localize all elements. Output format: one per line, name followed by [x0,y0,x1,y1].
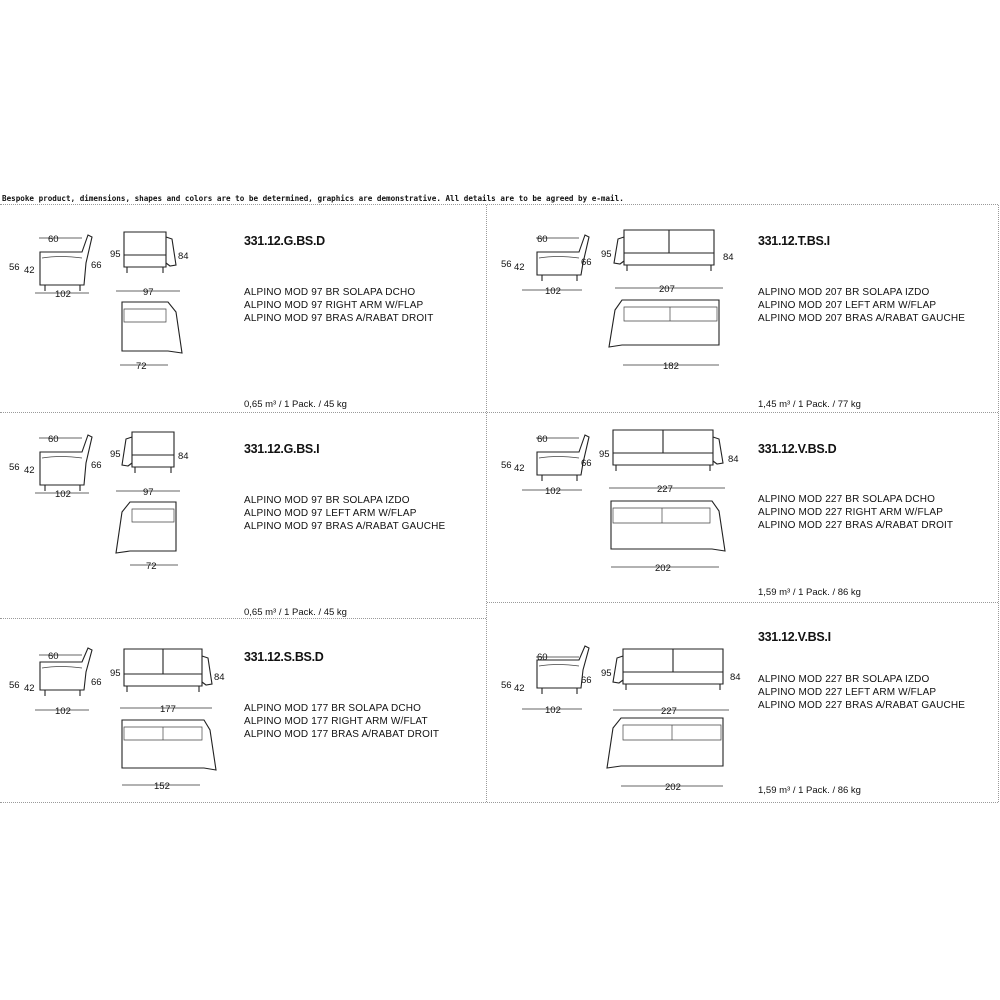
description-line: ALPINO MOD 227 LEFT ARM W/FLAP [758,686,937,698]
dim-arm-height: 56 [501,259,512,270]
product-drawings [497,640,757,793]
pack-info: 1,59 m³ / 1 Pack. / 86 kg [758,587,861,598]
pack-info: 1,59 m³ / 1 Pack. / 86 kg [758,785,861,796]
pack-info: 0,65 m³ / 1 Pack. / 45 kg [244,399,347,410]
product-description [244,287,433,325]
top-view [122,720,216,792]
dim-front-width: 177 [160,704,176,715]
top-view [116,502,178,572]
dim-front-width: 207 [659,284,675,295]
dim-front-height: 95 [599,449,610,460]
dim-back-height: 66 [581,458,592,469]
dim-arm-height: 56 [9,462,20,473]
dim-front-height: 95 [601,249,612,260]
dim-front-width: 97 [143,487,154,498]
dim-front-back-height: 84 [730,672,741,683]
dim-top-width: 202 [665,782,681,793]
product-description [244,703,439,741]
front-view [110,432,189,498]
dim-side-width: 60 [537,234,548,245]
side-view [9,234,102,300]
front-view [110,232,189,298]
dim-back-height: 66 [91,677,102,688]
dim-seat-height: 42 [514,683,525,694]
product-code: 331.12.G.BS.I [244,442,320,456]
description-line: ALPINO MOD 177 BR SOLAPA DCHO [244,703,421,714]
dim-front-width: 97 [143,287,154,298]
side-view [501,234,592,297]
product-drawings [0,225,210,375]
description-line: ALPINO MOD 207 LEFT ARM W/FLAP [758,299,937,311]
description-line: ALPINO MOD 97 BRAS A/RABAT DROIT [244,312,434,324]
dim-side-width: 60 [48,434,59,445]
product-description [244,495,445,533]
side-view [9,648,102,717]
dim-depth: 102 [545,705,561,716]
product-drawings [0,642,230,792]
front-view [599,430,739,495]
dim-front-back-height: 84 [178,451,189,462]
dim-depth: 102 [545,486,561,497]
product-code: 331.12.V.BS.D [758,442,837,456]
dim-top-width: 72 [136,361,147,372]
bespoke-notice: Bespoke product, dimensions, shapes and colors are to be determined, graphics are demonstrative. All details are to be agreed by e-mail. [2,194,624,203]
row-divider-left-1 [0,412,486,413]
dim-front-back-height: 84 [723,252,734,263]
top-view [609,300,719,372]
dim-back-height: 66 [581,257,592,268]
dim-arm-height: 56 [9,262,20,273]
description-line: ALPINO MOD 227 BRAS A/RABAT DROIT [758,519,954,531]
description-line: ALPINO MOD 97 BR SOLAPA DCHO [244,287,416,298]
dim-back-height: 66 [91,260,102,271]
product-description [758,287,965,325]
dim-seat-height: 42 [24,465,35,476]
dim-back-height: 66 [91,460,102,471]
dim-front-height: 95 [110,249,121,260]
top-view [611,501,725,574]
dim-side-width: 60 [537,652,548,663]
dim-back-height: 66 [581,675,592,686]
top-divider [0,204,998,205]
dim-side-width: 60 [48,234,59,245]
dim-depth: 102 [55,706,71,717]
product-drawings [497,225,747,375]
description-line: ALPINO MOD 97 BR SOLAPA IZDO [244,495,410,506]
description-line: ALPINO MOD 97 RIGHT ARM W/FLAP [244,299,424,311]
top-view [607,718,723,793]
product-description [758,494,953,532]
column-divider [486,205,487,802]
dim-top-width: 152 [154,781,170,792]
dim-top-width: 202 [655,563,671,574]
description-line: ALPINO MOD 97 LEFT ARM W/FLAP [244,507,417,519]
dim-front-back-height: 84 [728,454,739,465]
description-line: ALPINO MOD 177 RIGHT ARM W/FLAT [244,715,428,727]
product-code: 331.12.T.BS.I [758,234,830,248]
side-view [501,646,592,716]
product-code: 331.12.G.BS.D [244,234,325,248]
pack-info: 0,65 m³ / 1 Pack. / 45 kg [244,607,347,618]
description-line: ALPINO MOD 177 BRAS A/RABAT DROIT [244,728,440,740]
dim-seat-height: 42 [24,683,35,694]
dim-depth: 102 [545,286,561,297]
dim-side-width: 60 [537,434,548,445]
front-view [110,649,225,715]
right-border [998,205,999,802]
description-line: ALPINO MOD 227 BR SOLAPA DCHO [758,494,935,505]
dim-depth: 102 [55,489,71,500]
dim-front-width: 227 [657,484,673,495]
product-drawings [497,425,757,575]
dim-side-width: 60 [48,651,59,662]
front-view [601,649,741,717]
dim-seat-height: 42 [514,262,525,273]
row-divider-right-2 [487,602,998,603]
top-view [120,302,182,372]
row-divider-right-1 [487,412,998,413]
side-view [9,434,102,500]
dim-seat-height: 42 [24,265,35,276]
product-code: 331.12.V.BS.I [758,630,831,644]
dim-front-back-height: 84 [214,672,225,683]
description-line: ALPINO MOD 97 BRAS A/RABAT GAUCHE [244,520,446,532]
description-line: ALPINO MOD 207 BR SOLAPA IZDO [758,287,930,298]
dim-top-width: 182 [663,361,679,372]
description-line: ALPINO MOD 207 BRAS A/RABAT GAUCHE [758,312,966,324]
pack-info: 1,45 m³ / 1 Pack. / 77 kg [758,399,861,410]
product-description [758,674,965,712]
dim-seat-height: 42 [514,463,525,474]
dim-front-back-height: 84 [178,251,189,262]
bottom-divider [0,802,998,803]
dim-arm-height: 56 [9,680,20,691]
dim-arm-height: 56 [501,460,512,471]
product-drawings [0,425,210,575]
dim-top-width: 72 [146,561,157,572]
row-divider-left-2 [0,618,486,619]
product-code: 331.12.S.BS.D [244,650,324,664]
dim-front-height: 95 [110,668,121,679]
side-view [501,434,592,497]
description-line: ALPINO MOD 227 RIGHT ARM W/FLAP [758,506,944,518]
description-line: ALPINO MOD 227 BRAS A/RABAT GAUCHE [758,699,966,711]
front-view [601,230,734,295]
dim-front-width: 227 [661,706,677,717]
dim-front-height: 95 [601,668,612,679]
dim-front-height: 95 [110,449,121,460]
description-line: ALPINO MOD 227 BR SOLAPA IZDO [758,674,930,685]
dim-depth: 102 [55,289,71,300]
dim-arm-height: 56 [501,680,512,691]
